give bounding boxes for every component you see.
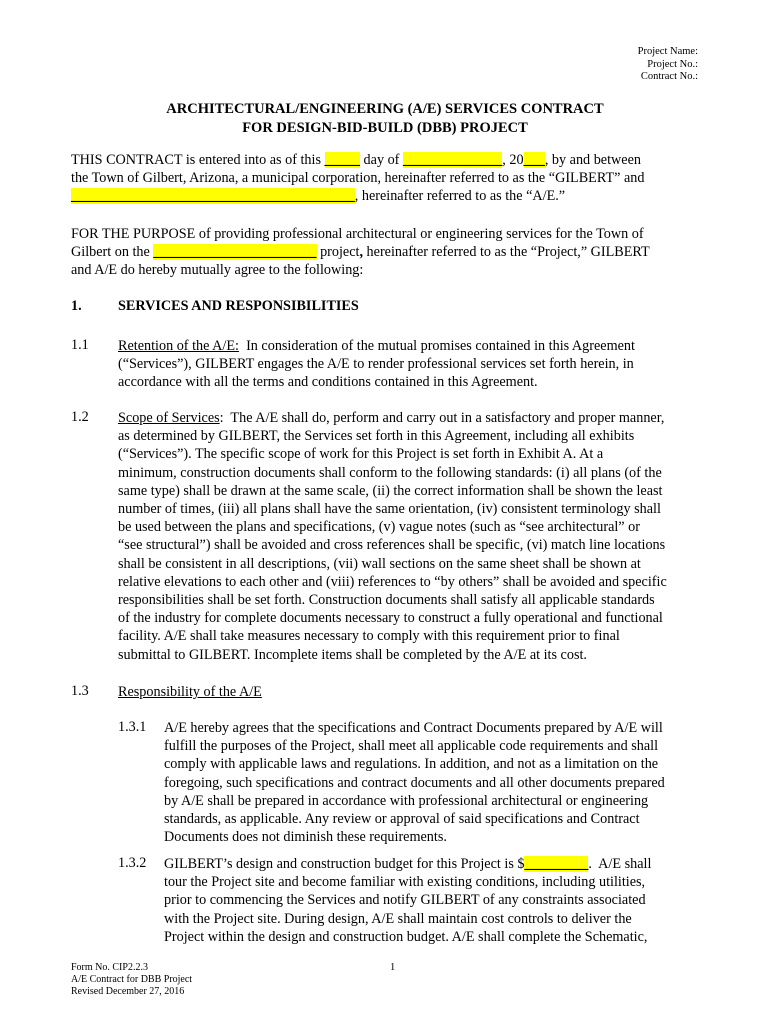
ae-name-blank[interactable]: ________________________________________	[71, 188, 355, 205]
intro-line-2: the Town of Gilbert, Arizona, a municipal corporation, hereinafter referred to as the “GILBERT” and	[71, 170, 645, 187]
footer-form-info	[71, 962, 192, 999]
budget-blank[interactable]: _________	[524, 856, 589, 872]
section-1-3-1-number: 1.3.1	[118, 719, 147, 735]
purpose-paragraph	[71, 225, 711, 280]
title-line-2: FOR DESIGN-BID-BUILD (DBB) PROJECT	[242, 120, 528, 136]
section-1-2-label: Scope of Services	[118, 410, 220, 426]
document-title	[0, 100, 770, 138]
purpose-line-2: Gilbert on the _______________________ project, hereinafter referred to as the “Project,” GILBERT	[71, 244, 650, 261]
project-info-header	[638, 46, 698, 84]
contract-no-label: Contract No.:	[640, 71, 698, 82]
year-blank[interactable]: ___	[523, 152, 545, 168]
intro-paragraph	[71, 151, 711, 206]
contract-type: A/E Contract for DBB Project	[71, 974, 193, 986]
month-blank[interactable]: ______________	[402, 152, 503, 168]
section-1-3-2-number: 1.3.2	[118, 855, 147, 871]
section-1-number: 1.	[71, 298, 82, 314]
purpose-line-3: and A/E do hereby mutually agree to the following:	[71, 262, 364, 279]
title-line-1: ARCHITECTURAL/ENGINEERING (A/E) SERVICES CONTRACT	[166, 101, 604, 117]
section-1-1-label: Retention of the A/E:	[118, 338, 239, 354]
revised-date: Revised December 27, 2016	[71, 986, 185, 998]
section-1-3-number: 1.3	[71, 683, 89, 699]
section-1-3-2-text: GILBERT’s design and construction budget for this Project is $_________. A/E shall tour the Project site and become familiar with existing conditions, including utilities, prior to commencing the Services and notify GILBERT of any constraints associated with the Project site. During design, A/E shall maintain cost controls to deliver the Project within the design and construction budget. A/E shall complete the Schematic,	[164, 856, 652, 945]
intro-line-1: THIS CONTRACT is entered into as of this _____ day of ______________, 20___, by and between	[71, 152, 641, 168]
project-no-label: Project No.:	[647, 58, 698, 70]
intro-line-3: ________________________________________, hereinafter referred to as the “A/E.”	[71, 188, 566, 205]
form-number: Form No. CIP2.2.3	[71, 962, 148, 973]
section-1-3-label: Responsibility of the A/E	[118, 684, 262, 700]
section-1-heading: SERVICES AND RESPONSIBILITIES	[118, 298, 359, 314]
section-1-2-number: 1.2	[71, 409, 89, 425]
purpose-line-1: FOR THE PURPOSE of providing professional architectural or engineering services for the Town of	[71, 226, 644, 242]
section-1-2-text: Scope of Services: The A/E shall do, perform and carry out in a satisfactory and proper manner, as determined by GILBERT, the Services set forth in this Agreement, including all exhibits (“Services”). The specific scope of work for this Project is set forth in Exhibit A. At a minimum, construction documents shall conform to the following standards: (i) all plans (of the same type) shall be drawn at the same scale, (ii) the correct information shall be shown the least number of times, (iii) all plans shall have the same orientation, (iv) consistent terminology shall be used between the plans and specifications, (v) vague notes (such as “see architectural” or “see structural”) shall be avoided and cross references shall be specific, (vi) match line locations shall be consistent in all descriptions, (vii) wall sections on the same sheet shall be shown at relative elevations to each other and (viii) references to “by others” shall be avoided and specific responsibilities shall be set forth. Construction documents shall satisfy all applicable standards of the industry for complete documents necessary to construct a fully operational and functional facility. A/E shall take measures necessary to comply with this requirement prior to final submittal to GILBERT. Incomplete items shall be completed by the A/E at its cost.	[118, 410, 667, 663]
section-1-1-number: 1.1	[71, 337, 89, 353]
page-number: 1	[390, 962, 396, 973]
project-name-label: Project Name:	[637, 46, 698, 57]
day-blank[interactable]: _____	[324, 152, 360, 168]
section-1-1-text: Retention of the A/E: In consideration of the mutual promises contained in this Agreement (“Services”), GILBERT engages the A/E to render professional services set forth herein, in accordance with all the terms and conditions contained in this Agreement.	[118, 338, 635, 391]
section-1-3-1-text: A/E hereby agrees that the specifications and Contract Documents prepared by A/E will fulfill the purposes of the Project, shall meet all applicable code requirements and shall comply with applicable laws and regulations. In addition, and not as a limitation on the foregoing, such specifications and contract documents and all other documents prepared by A/E shall be prepared in accordance with professional architectural or engineering standards, as applicable. Any review or approval of said specifications and Contract Documents does not diminish these requirements.	[164, 720, 665, 846]
project-name-blank[interactable]: _______________________	[153, 244, 317, 261]
